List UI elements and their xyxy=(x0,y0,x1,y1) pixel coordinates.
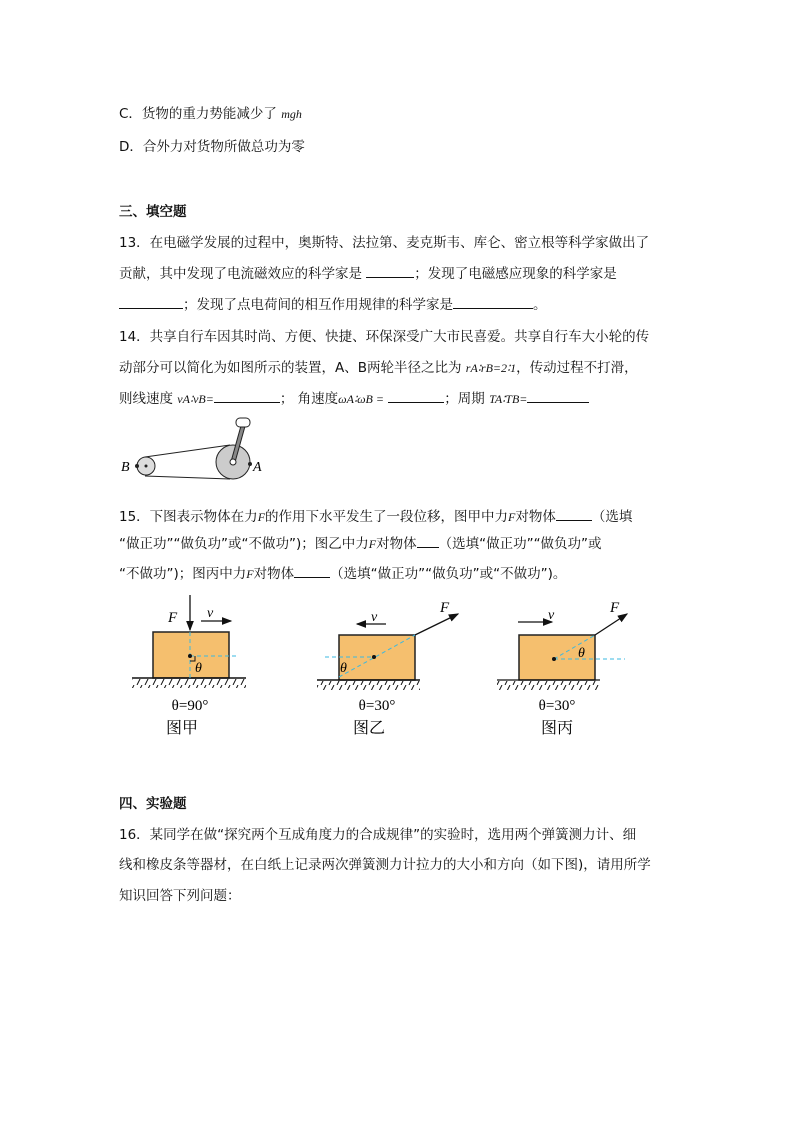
blank[interactable] xyxy=(527,390,589,403)
svg-text:θ=90°: θ=90° xyxy=(171,698,209,714)
option-d: D．合外力对货物所做总功为零 xyxy=(119,139,305,155)
svg-text:θ: θ xyxy=(340,661,347,676)
svg-text:F: F xyxy=(440,600,450,616)
svg-text:θ: θ xyxy=(195,661,202,676)
option-c: C．货物的重力势能减少了 mgh xyxy=(119,106,302,122)
blank[interactable] xyxy=(366,265,414,278)
q16-line3: 知识回答下列问题： xyxy=(119,888,241,904)
q14-line3: 则线速度 vA∶vB= ； 角速度ωA∶ωB = ；周期 TA∶TB= xyxy=(119,387,589,407)
blank[interactable] xyxy=(294,565,330,578)
q15-line3: “不做功”)；图丙中力F对物体 （选填“做正功”“做负功”或“不做功”)。 xyxy=(119,566,567,582)
blank[interactable] xyxy=(453,296,533,309)
q15-line1: 15．下图表示物体在力F的作用下水平发生了一段位移，图甲中力F对物体 （选填 xyxy=(119,509,633,525)
svg-text:图甲: 图甲 xyxy=(165,720,199,737)
svg-text:图丙: 图丙 xyxy=(540,720,574,737)
blank[interactable] xyxy=(388,390,444,403)
svg-text:F: F xyxy=(610,600,620,616)
q13-line3: ；发现了点电荷间的相互作用规律的科学家是 。 xyxy=(119,293,547,313)
q16-line2: 线和橡皮条等器材，在白纸上记录两次弹簧测力计拉力的大小和方向（如下图)，请用所学 xyxy=(119,857,651,873)
q16-line1: 16．某同学在做“探究两个互成角度力的合成规律”的实验时，选用两个弹簧测力计、细 xyxy=(119,827,637,843)
q14-line2: 动部分可以简化为如图所示的装置，A、B两轮半径之比为 rA∶rB=2∶1，传动过程不打滑， xyxy=(119,360,638,376)
q15-line2: “做正功”“做负功”或“不做功”)；图乙中力F对物体 （选填“做正功”“做负功”或 xyxy=(119,536,602,552)
blank[interactable] xyxy=(556,508,592,521)
section-title-experiment: 四、实验题 xyxy=(119,796,187,812)
force-work-figures xyxy=(120,595,680,745)
svg-text:θ=30°: θ=30° xyxy=(358,698,396,714)
bicycle-transmission-figure xyxy=(115,412,265,484)
blank[interactable] xyxy=(214,390,280,403)
q13-line2: 贡献，其中发现了电流磁效应的科学家是 ；发现了电磁感应现象的科学家是 xyxy=(119,266,617,282)
figure-jia xyxy=(132,595,246,737)
svg-text:v: v xyxy=(548,608,555,623)
svg-text:θ: θ xyxy=(578,646,585,661)
svg-text:F: F xyxy=(168,610,178,626)
blank[interactable] xyxy=(417,535,439,548)
figure-yi xyxy=(317,600,458,737)
svg-text:v: v xyxy=(371,610,378,625)
figure-bing xyxy=(497,600,627,737)
section-title-fill-blank: 三、填空题 xyxy=(119,204,187,220)
q13-line1: 13．在电磁学发展的过程中，奥斯特、法拉第、麦克斯韦、库仑、密立根等科学家做出了 xyxy=(119,235,650,251)
svg-text:θ=30°: θ=30° xyxy=(538,698,576,714)
svg-text:B: B xyxy=(121,460,130,475)
svg-text:v: v xyxy=(207,606,214,621)
q14-line1: 14．共享自行车因其时尚、方便、快捷、环保深受广大市民喜爱。共享自行车大小轮的传 xyxy=(119,329,650,345)
svg-text:A: A xyxy=(253,460,262,475)
blank[interactable] xyxy=(119,296,183,309)
svg-text:图乙: 图乙 xyxy=(352,720,386,737)
